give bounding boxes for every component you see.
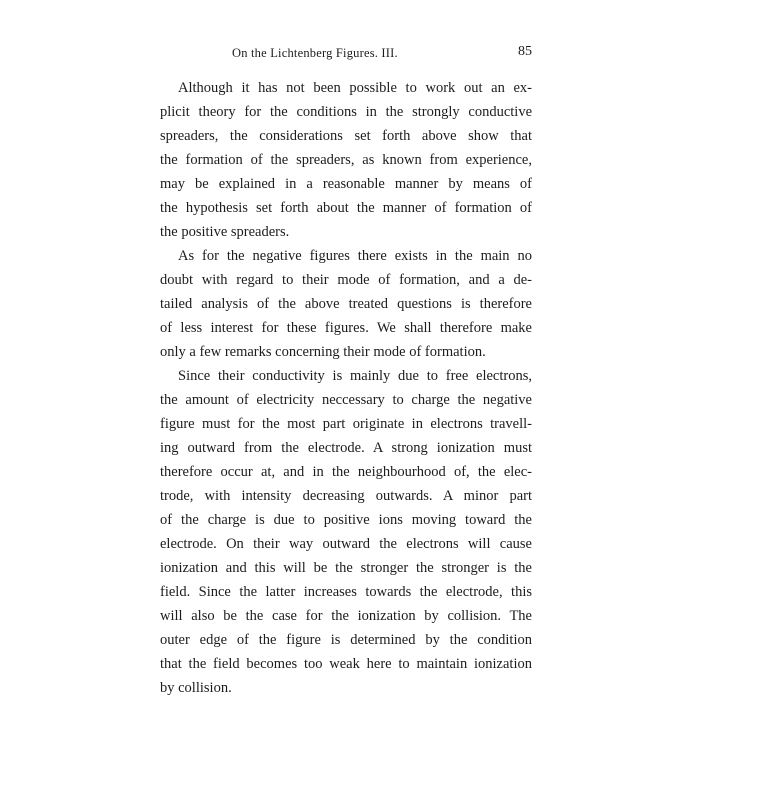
text-line: may be explained in a reasonable manner by means of [160, 176, 532, 192]
text-line: the hypothesis set forth about the manner of formation of [160, 200, 532, 216]
text-line: of less interest for these figures. We shall therefore make [160, 320, 532, 336]
text-line: that the field becomes too weak here to maintain ionization [160, 656, 532, 672]
text-line: doubt with regard to their mode of formation, and a de- [160, 272, 532, 288]
text-line: therefore occur at, and in the neighbourhood of, the elec- [160, 464, 532, 480]
text-line: the amount of electricity neccessary to charge the negative [160, 392, 532, 408]
text-line: by collision. [160, 680, 232, 696]
text-line: of the charge is due to positive ions moving toward the [160, 512, 532, 528]
text-line: spreaders, the considerations set forth above show that [160, 128, 532, 144]
text-line: As for the negative figures there exists in the main no [178, 248, 532, 264]
text-line: ionization and this will be the stronger the stronger is the [160, 560, 532, 576]
page-number: 85 [518, 44, 532, 59]
text-line: electrode. On their way outward the electrons will cause [160, 536, 532, 552]
text-line: only a few remarks concerning their mode of formation. [160, 344, 486, 360]
running-title: On the Lichtenberg Figures. III. [232, 46, 398, 60]
text-line: plicit theory for the conditions in the strongly conductive [160, 104, 532, 120]
text-line: figure must for the most part originate in electrons travell- [160, 416, 532, 432]
text-line: tailed analysis of the above treated questions is therefore [160, 296, 532, 312]
text-line: trode, with intensity decreasing outwards. A minor part [160, 488, 532, 504]
text-line: ing outward from the electrode. A strong ionization must [160, 440, 532, 456]
text-line: the positive spreaders. [160, 224, 290, 240]
text-line: the formation of the spreaders, as known from experience, [160, 152, 532, 168]
text-line: field. Since the latter increases towards the electrode, this [160, 584, 532, 600]
text-line: outer edge of the figure is determined by the condition [160, 632, 532, 648]
text-line: Although it has not been possible to work out an ex- [178, 80, 532, 96]
text-line: will also be the case for the ionization by collision. The [160, 608, 532, 624]
text-line: Since their conductivity is mainly due to free electrons, [178, 368, 532, 384]
